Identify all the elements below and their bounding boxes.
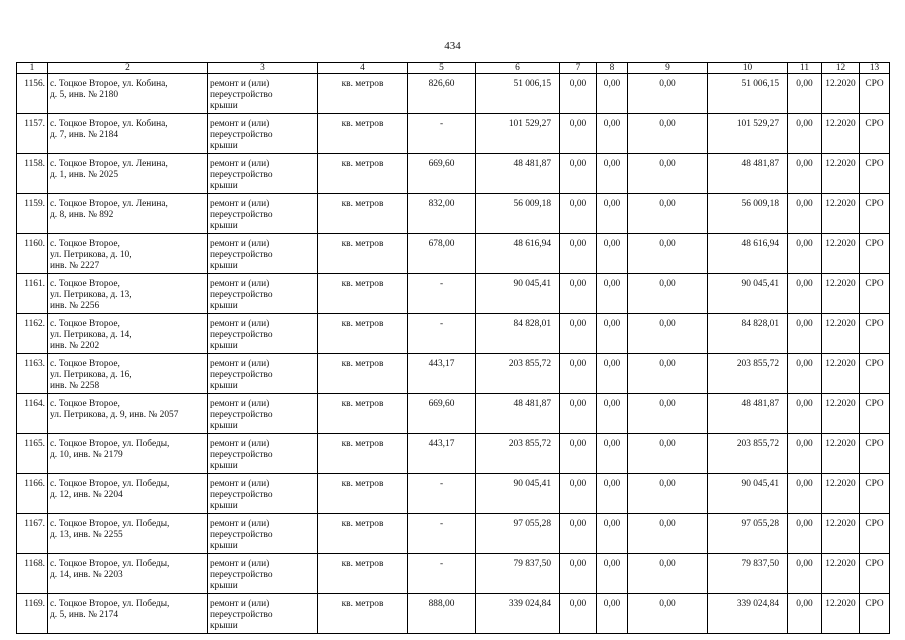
work-type-cell: ремонт и (или) переустройство крыши — [208, 274, 318, 314]
address-cell: с. Тоцкое Второе, ул. Петрикова, д. 13, инв. № 2256 — [48, 274, 208, 314]
total-cost-cell: 203 855,72 — [476, 434, 560, 474]
date-cell: 12.2020 — [822, 474, 860, 514]
value-cell: 0,00 — [628, 594, 708, 634]
work-type-cell: ремонт и (или) переустройство крыши — [208, 594, 318, 634]
cost-cell: 79 837,50 — [708, 554, 788, 594]
value-cell: 0,00 — [560, 434, 597, 474]
unit-cell: кв. метров — [318, 554, 408, 594]
table-row — [17, 554, 890, 594]
address-cell: с. Тоцкое Второе, ул. Кобина, д. 7, инв. № 2184 — [48, 114, 208, 154]
column-header: 11 — [788, 63, 822, 74]
cost-cell: 56 009,18 — [708, 194, 788, 234]
value-cell: 0,00 — [560, 114, 597, 154]
table-row — [17, 394, 890, 434]
column-header: 7 — [560, 63, 597, 74]
date-cell: 12.2020 — [822, 594, 860, 634]
value-cell: 0,00 — [788, 274, 822, 314]
value-cell: 0,00 — [788, 474, 822, 514]
unit-cell: кв. метров — [318, 474, 408, 514]
work-type-cell: ремонт и (или) переустройство крыши — [208, 314, 318, 354]
area-cell: - — [408, 514, 476, 554]
value-cell: 0,00 — [560, 354, 597, 394]
address-cell: с. Тоцкое Второе, ул. Победы, д. 12, инв. № 2204 — [48, 474, 208, 514]
work-type-cell: ремонт и (или) переустройство крыши — [208, 514, 318, 554]
table-row — [17, 354, 890, 394]
unit-cell: кв. метров — [318, 434, 408, 474]
unit-cell: кв. метров — [318, 314, 408, 354]
value-cell: 0,00 — [597, 154, 628, 194]
date-cell: 12.2020 — [822, 154, 860, 194]
row-number: 1164. — [17, 394, 48, 434]
value-cell: 0,00 — [628, 474, 708, 514]
row-number: 1165. — [17, 434, 48, 474]
method-cell: СРО — [860, 594, 890, 634]
work-type-cell: ремонт и (или) переустройство крыши — [208, 354, 318, 394]
date-cell: 12.2020 — [822, 114, 860, 154]
table-row — [17, 314, 890, 354]
area-cell: - — [408, 114, 476, 154]
unit-cell: кв. метров — [318, 354, 408, 394]
value-cell: 0,00 — [560, 234, 597, 274]
unit-cell: кв. метров — [318, 594, 408, 634]
address-cell: с. Тоцкое Второе, ул. Ленина, д. 1, инв. № 2025 — [48, 154, 208, 194]
address-cell: с. Тоцкое Второе, ул. Петрикова, д. 10, инв. № 2227 — [48, 234, 208, 274]
work-type-cell: ремонт и (или) переустройство крыши — [208, 434, 318, 474]
value-cell: 0,00 — [628, 514, 708, 554]
address-cell: с. Тоцкое Второе, ул. Победы, д. 5, инв. № 2174 — [48, 594, 208, 634]
cost-cell: 48 616,94 — [708, 234, 788, 274]
column-header: 1 — [17, 63, 48, 74]
work-type-cell: ремонт и (или) переустройство крыши — [208, 234, 318, 274]
unit-cell: кв. метров — [318, 194, 408, 234]
method-cell: СРО — [860, 434, 890, 474]
value-cell: 0,00 — [597, 354, 628, 394]
row-number: 1159. — [17, 194, 48, 234]
date-cell: 12.2020 — [822, 274, 860, 314]
unit-cell: кв. метров — [318, 114, 408, 154]
address-cell: с. Тоцкое Второе, ул. Петрикова, д. 16, инв. № 2258 — [48, 354, 208, 394]
cost-cell: 203 855,72 — [708, 354, 788, 394]
value-cell: 0,00 — [597, 314, 628, 354]
total-cost-cell: 339 024,84 — [476, 594, 560, 634]
area-cell: 443,17 — [408, 354, 476, 394]
address-cell: с. Тоцкое Второе, ул. Ленина, д. 8, инв. № 892 — [48, 194, 208, 234]
address-cell: с. Тоцкое Второе, ул. Петрикова, д. 9, инв. № 2057 — [48, 394, 208, 434]
column-header: 12 — [822, 63, 860, 74]
value-cell: 0,00 — [628, 314, 708, 354]
column-number-row — [17, 63, 890, 74]
value-cell: 0,00 — [628, 74, 708, 114]
column-header: 3 — [208, 63, 318, 74]
area-cell: - — [408, 274, 476, 314]
unit-cell: кв. метров — [318, 154, 408, 194]
value-cell: 0,00 — [628, 114, 708, 154]
value-cell: 0,00 — [788, 234, 822, 274]
value-cell: 0,00 — [597, 434, 628, 474]
value-cell: 0,00 — [628, 194, 708, 234]
area-cell: - — [408, 314, 476, 354]
area-cell: - — [408, 554, 476, 594]
work-type-cell: ремонт и (или) переустройство крыши — [208, 474, 318, 514]
row-number: 1169. — [17, 594, 48, 634]
row-number: 1162. — [17, 314, 48, 354]
value-cell: 0,00 — [628, 234, 708, 274]
date-cell: 12.2020 — [822, 434, 860, 474]
value-cell: 0,00 — [628, 354, 708, 394]
value-cell: 0,00 — [560, 314, 597, 354]
value-cell: 0,00 — [597, 74, 628, 114]
total-cost-cell: 97 055,28 — [476, 514, 560, 554]
row-number: 1156. — [17, 74, 48, 114]
method-cell: СРО — [860, 154, 890, 194]
area-cell: 678,00 — [408, 234, 476, 274]
value-cell: 0,00 — [597, 514, 628, 554]
method-cell: СРО — [860, 274, 890, 314]
value-cell: 0,00 — [628, 394, 708, 434]
cost-cell: 97 055,28 — [708, 514, 788, 554]
table-row — [17, 154, 890, 194]
value-cell: 0,00 — [788, 434, 822, 474]
work-type-cell: ремонт и (или) переустройство крыши — [208, 394, 318, 434]
value-cell: 0,00 — [788, 114, 822, 154]
work-type-cell: ремонт и (или) переустройство крыши — [208, 554, 318, 594]
area-cell: 443,17 — [408, 434, 476, 474]
method-cell: СРО — [860, 194, 890, 234]
value-cell: 0,00 — [628, 154, 708, 194]
total-cost-cell: 101 529,27 — [476, 114, 560, 154]
column-header: 13 — [860, 63, 890, 74]
table-row — [17, 594, 890, 634]
address-cell: с. Тоцкое Второе, ул. Кобина, д. 5, инв. № 2180 — [48, 74, 208, 114]
page-number: 434 — [444, 40, 461, 52]
value-cell: 0,00 — [560, 274, 597, 314]
area-cell: 826,60 — [408, 74, 476, 114]
total-cost-cell: 90 045,41 — [476, 274, 560, 314]
method-cell: СРО — [860, 474, 890, 514]
method-cell: СРО — [860, 514, 890, 554]
table-row — [17, 474, 890, 514]
value-cell: 0,00 — [788, 154, 822, 194]
total-cost-cell: 48 481,87 — [476, 394, 560, 434]
method-cell: СРО — [860, 74, 890, 114]
column-header: 2 — [48, 63, 208, 74]
address-cell: с. Тоцкое Второе, ул. Победы, д. 10, инв. № 2179 — [48, 434, 208, 474]
row-number: 1158. — [17, 154, 48, 194]
total-cost-cell: 84 828,01 — [476, 314, 560, 354]
value-cell: 0,00 — [560, 474, 597, 514]
total-cost-cell: 48 616,94 — [476, 234, 560, 274]
area-cell: 888,00 — [408, 594, 476, 634]
work-type-cell: ремонт и (или) переустройство крыши — [208, 114, 318, 154]
area-cell: 669,60 — [408, 154, 476, 194]
register-table — [16, 62, 890, 634]
cost-cell: 84 828,01 — [708, 314, 788, 354]
column-header: 10 — [708, 63, 788, 74]
area-cell: 832,00 — [408, 194, 476, 234]
cost-cell: 101 529,27 — [708, 114, 788, 154]
date-cell: 12.2020 — [822, 74, 860, 114]
value-cell: 0,00 — [597, 194, 628, 234]
value-cell: 0,00 — [788, 394, 822, 434]
column-header: 5 — [408, 63, 476, 74]
row-number: 1166. — [17, 474, 48, 514]
table-row — [17, 74, 890, 114]
row-number: 1167. — [17, 514, 48, 554]
method-cell: СРО — [860, 394, 890, 434]
total-cost-cell: 51 006,15 — [476, 74, 560, 114]
cost-cell: 203 855,72 — [708, 434, 788, 474]
area-cell: 669,60 — [408, 394, 476, 434]
value-cell: 0,00 — [628, 274, 708, 314]
unit-cell: кв. метров — [318, 274, 408, 314]
value-cell: 0,00 — [560, 154, 597, 194]
value-cell: 0,00 — [597, 474, 628, 514]
date-cell: 12.2020 — [822, 354, 860, 394]
unit-cell: кв. метров — [318, 514, 408, 554]
cost-cell: 48 481,87 — [708, 154, 788, 194]
value-cell: 0,00 — [788, 554, 822, 594]
date-cell: 12.2020 — [822, 234, 860, 274]
value-cell: 0,00 — [597, 274, 628, 314]
total-cost-cell: 79 837,50 — [476, 554, 560, 594]
work-type-cell: ремонт и (или) переустройство крыши — [208, 194, 318, 234]
value-cell: 0,00 — [560, 394, 597, 434]
row-number: 1163. — [17, 354, 48, 394]
column-header: 8 — [597, 63, 628, 74]
address-cell: с. Тоцкое Второе, ул. Петрикова, д. 14, инв. № 2202 — [48, 314, 208, 354]
column-header: 6 — [476, 63, 560, 74]
value-cell: 0,00 — [788, 74, 822, 114]
value-cell: 0,00 — [788, 594, 822, 634]
date-cell: 12.2020 — [822, 314, 860, 354]
value-cell: 0,00 — [628, 554, 708, 594]
unit-cell: кв. метров — [318, 234, 408, 274]
total-cost-cell: 56 009,18 — [476, 194, 560, 234]
unit-cell: кв. метров — [318, 74, 408, 114]
row-number: 1157. — [17, 114, 48, 154]
value-cell: 0,00 — [597, 594, 628, 634]
total-cost-cell: 203 855,72 — [476, 354, 560, 394]
address-cell: с. Тоцкое Второе, ул. Победы, д. 14, инв. № 2203 — [48, 554, 208, 594]
value-cell: 0,00 — [597, 234, 628, 274]
row-number: 1160. — [17, 234, 48, 274]
value-cell: 0,00 — [628, 434, 708, 474]
total-cost-cell: 90 045,41 — [476, 474, 560, 514]
cost-cell: 48 481,87 — [708, 394, 788, 434]
cost-cell: 51 006,15 — [708, 74, 788, 114]
work-type-cell: ремонт и (или) переустройство крыши — [208, 154, 318, 194]
total-cost-cell: 48 481,87 — [476, 154, 560, 194]
table-row — [17, 194, 890, 234]
value-cell: 0,00 — [560, 74, 597, 114]
column-header: 4 — [318, 63, 408, 74]
method-cell: СРО — [860, 234, 890, 274]
table-row — [17, 114, 890, 154]
value-cell: 0,00 — [597, 114, 628, 154]
date-cell: 12.2020 — [822, 514, 860, 554]
value-cell: 0,00 — [560, 514, 597, 554]
table-row — [17, 234, 890, 274]
column-header: 9 — [628, 63, 708, 74]
row-number: 1161. — [17, 274, 48, 314]
value-cell: 0,00 — [788, 314, 822, 354]
address-cell: с. Тоцкое Второе, ул. Победы, д. 13, инв. № 2255 — [48, 514, 208, 554]
unit-cell: кв. метров — [318, 394, 408, 434]
cost-cell: 90 045,41 — [708, 474, 788, 514]
work-type-cell: ремонт и (или) переустройство крыши — [208, 74, 318, 114]
table-row — [17, 274, 890, 314]
method-cell: СРО — [860, 354, 890, 394]
date-cell: 12.2020 — [822, 194, 860, 234]
table-row — [17, 434, 890, 474]
value-cell: 0,00 — [788, 354, 822, 394]
value-cell: 0,00 — [788, 514, 822, 554]
value-cell: 0,00 — [788, 194, 822, 234]
area-cell: - — [408, 474, 476, 514]
date-cell: 12.2020 — [822, 394, 860, 434]
value-cell: 0,00 — [560, 554, 597, 594]
method-cell: СРО — [860, 554, 890, 594]
value-cell: 0,00 — [597, 394, 628, 434]
cost-cell: 90 045,41 — [708, 274, 788, 314]
method-cell: СРО — [860, 314, 890, 354]
value-cell: 0,00 — [560, 594, 597, 634]
table-row — [17, 514, 890, 554]
row-number: 1168. — [17, 554, 48, 594]
value-cell: 0,00 — [560, 194, 597, 234]
value-cell: 0,00 — [597, 554, 628, 594]
cost-cell: 339 024,84 — [708, 594, 788, 634]
method-cell: СРО — [860, 114, 890, 154]
date-cell: 12.2020 — [822, 554, 860, 594]
